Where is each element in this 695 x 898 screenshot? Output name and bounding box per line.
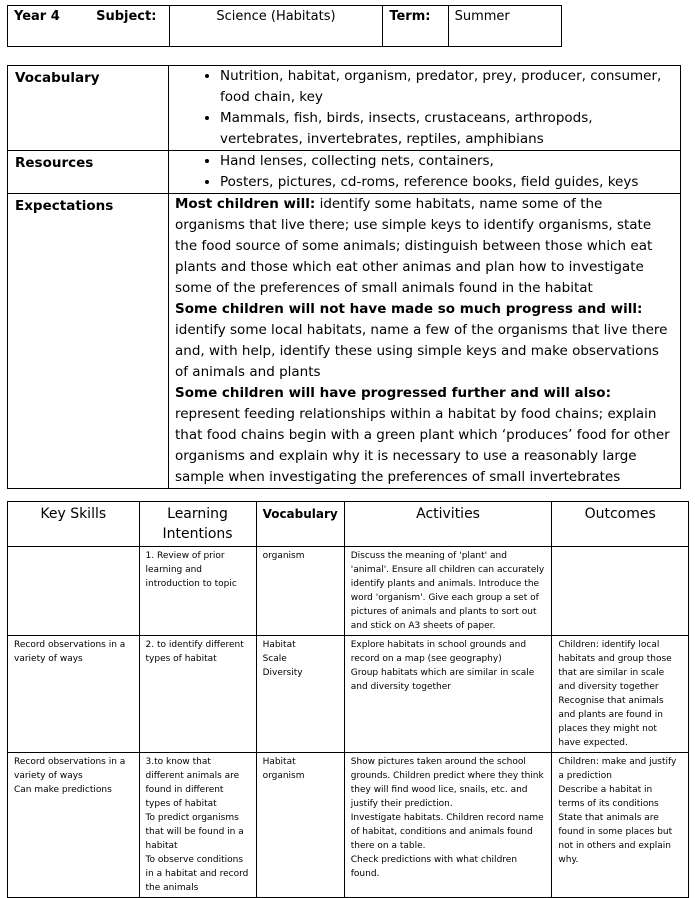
resources-label: Resources: [8, 151, 169, 194]
cell-line: Habitat: [262, 757, 296, 767]
header-year-subject-cell: [8, 6, 170, 47]
resources-row: [8, 151, 681, 194]
header-table: [7, 5, 562, 47]
cell-line: Record observations in a variety of ways: [14, 757, 126, 781]
cell-line: organism: [262, 551, 305, 561]
cell-line: Group habitats which are similar in scale and diversity together: [350, 668, 535, 692]
term-label: Term:: [383, 6, 448, 47]
expectation-body: identify some local habitats, name a few of the organisms that live there and, with help, identify these using simple keys and make observations of animals and plants: [175, 322, 668, 380]
list-item: • Mammals, fish, birds, insects, crustaceans, arthropods, vertebrates, invertebrates, reptiles, amphibians: [220, 108, 674, 150]
table-row: [8, 753, 689, 898]
cell-line: To observe conditions in a habitat and record the animals: [145, 855, 249, 893]
vocabulary-row: [8, 66, 681, 151]
cell-line: Can make predictions: [14, 785, 112, 795]
expectation-some-less: [175, 299, 674, 383]
expectation-body: identify some habitats, name some of the organisms that live there; use simple keys to identify organisms, state the food source of some animals; distinguish between those which eat plants and those which eat other animas and plan how to investigate some of the preferences of small animals found in the habitat: [175, 196, 653, 296]
resources-list: [175, 151, 674, 193]
vocabulary-header: Vocabulary: [256, 502, 344, 547]
key-skills-cell: [8, 636, 140, 753]
expectation-some-further: [175, 383, 674, 488]
key-skills-header: Key Skills: [8, 502, 140, 547]
cell-line: 2. to identify different types of habitat: [145, 640, 244, 664]
expectations-label: Expectations: [8, 194, 169, 489]
cell-line: Scale: [262, 654, 287, 664]
resources-list-cell: [169, 151, 681, 194]
outcomes-cell: [552, 636, 689, 753]
activities-cell: [344, 547, 552, 636]
expectation-most: [175, 194, 674, 299]
outcomes-cell: [552, 547, 689, 636]
table-row: [8, 547, 689, 636]
cell-line: Diversity: [262, 668, 303, 678]
key-skills-cell: [8, 547, 140, 636]
cell-line: organism: [262, 771, 305, 781]
expectation-body: represent feeding relationships within a habitat by food chains; explain that food chains begin with a green plant which ‘produces’ food for other organisms and explain why it is necessary to use a reasonably large sample when investigating the preferences of small invertebrates: [175, 385, 674, 485]
vocabulary-list-cell: [169, 66, 681, 151]
cell-line: To predict organisms that will be found in a habitat: [145, 813, 244, 851]
outcomes-cell: [552, 753, 689, 898]
vocabulary-cell: [256, 753, 344, 898]
cell-line: Show pictures taken around the school grounds. Children predict where they think they will find wood lice, snails, etc. and justify their prediction.: [350, 757, 544, 809]
list-item: • Nutrition, habitat, organism, predator, prey, producer, consumer, food chain, key: [220, 66, 674, 108]
cell-line: Investigate habitats. Children record name of habitat, conditions and animals found there on a table.: [350, 813, 544, 851]
expectation-lead: Some children will not have made so much progress and will:: [175, 301, 643, 317]
cell-line: Habitat: [262, 640, 296, 650]
vocabulary-cell: [256, 547, 344, 636]
vocabulary-list: [175, 66, 674, 150]
activities-cell: [344, 636, 552, 753]
table-row: [8, 636, 689, 753]
vocabulary-cell: [256, 636, 344, 753]
cell-line: Check predictions with what children found.: [350, 855, 518, 879]
cell-line: Record observations in a variety of ways: [14, 640, 126, 664]
cell-line: Discuss the meaning of 'plant' and 'animal'. Ensure all children can accurately identify plants and animals. Introduce the word 'organism'. Give each group a set of pictures of animals and plants to sort out and stick on A3 sheets of paper.: [350, 551, 545, 631]
cell-line: Children: make and justify a prediction: [558, 757, 677, 781]
cell-line: State that animals are found in some places but not in others and explain why.: [558, 813, 673, 865]
list-item: • Posters, pictures, cd-roms, reference books, field guides, keys: [220, 172, 674, 193]
learning-intentions-cell: [139, 547, 256, 636]
subject-value: Science (Habitats): [169, 6, 383, 47]
expectation-lead: Most children will:: [175, 196, 316, 212]
expectation-lead: Some children will have progressed further and will also:: [175, 385, 611, 401]
list-item: • Hand lenses, collecting nets, containers,: [220, 151, 674, 172]
activities-cell: [344, 753, 552, 898]
cell-line: Explore habitats in school grounds and record on a map (see geography): [350, 640, 527, 664]
learning-intentions-cell: [139, 753, 256, 898]
planning-header-row: [8, 502, 689, 547]
term-value: Summer: [448, 6, 561, 47]
cell-line: 1. Review of prior learning and introduction to topic: [145, 551, 237, 589]
cell-line: Recognise that animals and plants are found in places they might not have expected.: [558, 696, 664, 748]
cell-line: 3.to know that different animals are found in different types of habitat: [145, 757, 240, 809]
outcomes-header: Outcomes: [552, 502, 689, 547]
vocabulary-label: Vocabulary: [8, 66, 169, 151]
planning-table: [7, 501, 689, 898]
expectations-row: [8, 194, 681, 489]
learning-intentions-header: Learning Intentions: [139, 502, 256, 547]
expectations-text: [169, 194, 681, 489]
learning-intentions-cell: [139, 636, 256, 753]
year-label: Year 4: [14, 9, 60, 24]
cell-line: Describe a habitat in terms of its conditions: [558, 785, 659, 809]
overview-table: [7, 65, 681, 489]
activities-header: Activities: [344, 502, 552, 547]
subject-label: Subject:: [96, 9, 157, 24]
key-skills-cell: [8, 753, 140, 898]
cell-line: Children: identify local habitats and group those that are similar in scale and diversity together: [558, 640, 672, 692]
